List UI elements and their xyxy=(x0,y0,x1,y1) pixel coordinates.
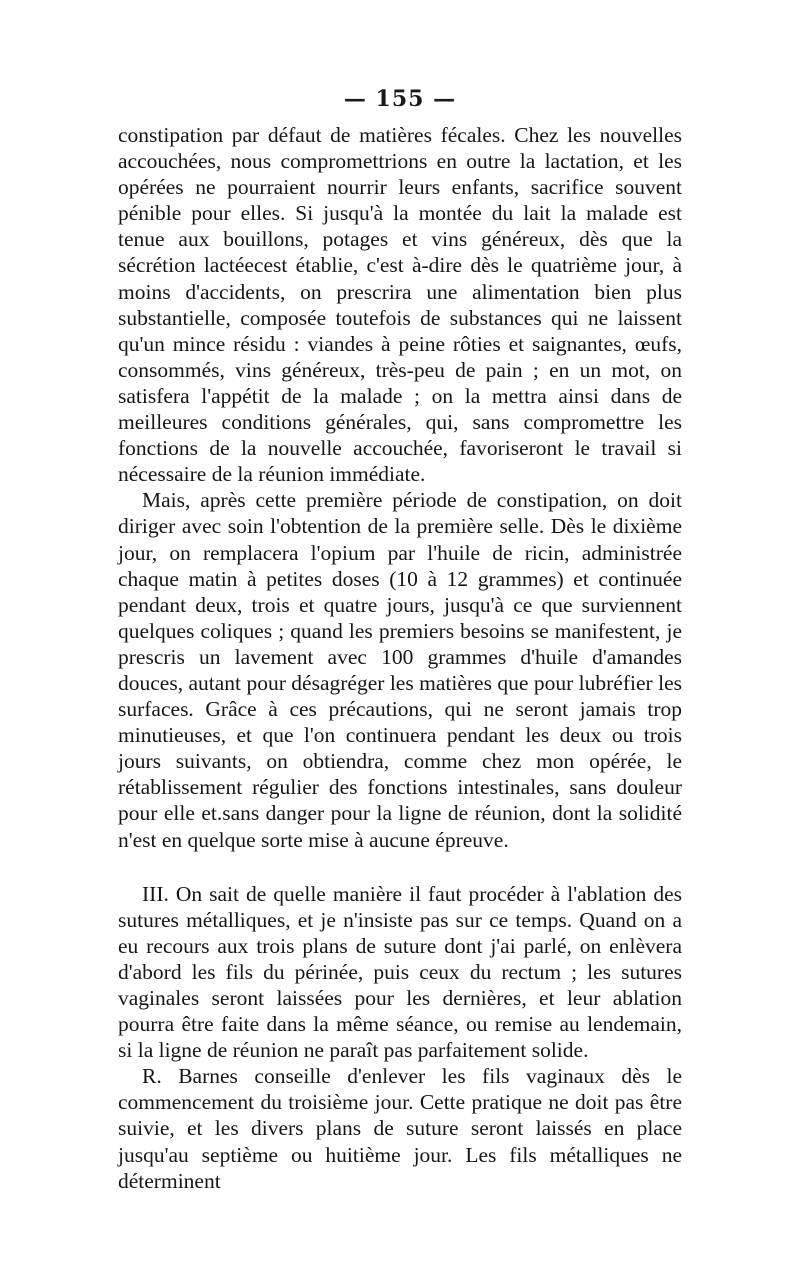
page-number: — 155 — xyxy=(343,86,457,112)
paragraph-section-iii: III. On sait de quelle manière il faut procéder à l'ablation des sutures métalliques, et je n'insiste pas sur ce temps. Quand on a eu recours aux trois plans de suture dont j'ai parlé, on enlèvera d'abord les fils du périnée, puis ceux du rectum ; les sutures vaginales seront laissées pour les dernières, et leur ablation pourra être faite dans la même séance, ou remise au lendemain, si la ligne de réunion ne paraît pas parfaitement solide. xyxy=(118,881,682,1063)
paragraph-barnes: R. Barnes conseille d'enlever les fils vaginaux dès le commencement du troisième jour. Cette pratique ne doit pas être suivie, et les divers plans de suture seront laissés en place jusqu'au septième ou huitième jour. Les fils métalliques ne déterminent xyxy=(118,1064,682,1193)
body-text xyxy=(118,122,682,1194)
paragraph-continuation: constipation par défaut de matières fécales. Chez les nouvelles accouchées, nous compromettrions en outre la lactation, et les opérées ne pourraient nourrir leurs enfants, sacrifice souvent pénible pour elles. Si jusqu'à la montée du lait la malade est tenue aux bouillons, potages et vins généreux, dès que la sécrétion lactéecest établie, c'est à-dire dès le quatrième jour, à moins d'accidents, on prescrira une alimentation bien plus substantielle, composée toutefois de substances qui ne laissent qu'un mince résidu : viandes à peine rôties et saignantes, œufs, consommés, vins généreux, très-peu de pain ; en un mot, on satisfera l'appétit de la malade ; on la mettra ainsi dans de meilleures conditions générales, qui, sans compromettre les fonctions de la nouvelle accouchée, favoriseront le travail si nécessaire de la réunion immédiate. xyxy=(118,123,682,487)
paragraph-first-stool: Mais, après cette première période de constipation, on doit diriger avec soin l'obtention de la première selle. Dès le dixième jour, on remplacera l'opium par l'huile de ricin, administrée chaque matin à petites doses (10 à 12 grammes) et continuée pendant deux, trois et quatre jours, jusqu'à ce que surviennent quelques coliques ; quand les premiers besoins se manifestent, je prescris un lavement avec 100 grammes d'huile d'amandes douces, autant pour désagréger les matières que pour lubréfier les surfaces. Grâce à ces précautions, qui ne seront jamais trop minutieuses, et que l'on continuera pendant les deux ou trois jours suivants, on obtiendra, comme chez mon opérée, le rétablissement régulier des fonctions intestinales, sans douleur pour elle et.sans danger pour la ligne de réunion, dont la solidité n'est en quelque sorte mise à aucune épreuve. xyxy=(118,488,682,852)
